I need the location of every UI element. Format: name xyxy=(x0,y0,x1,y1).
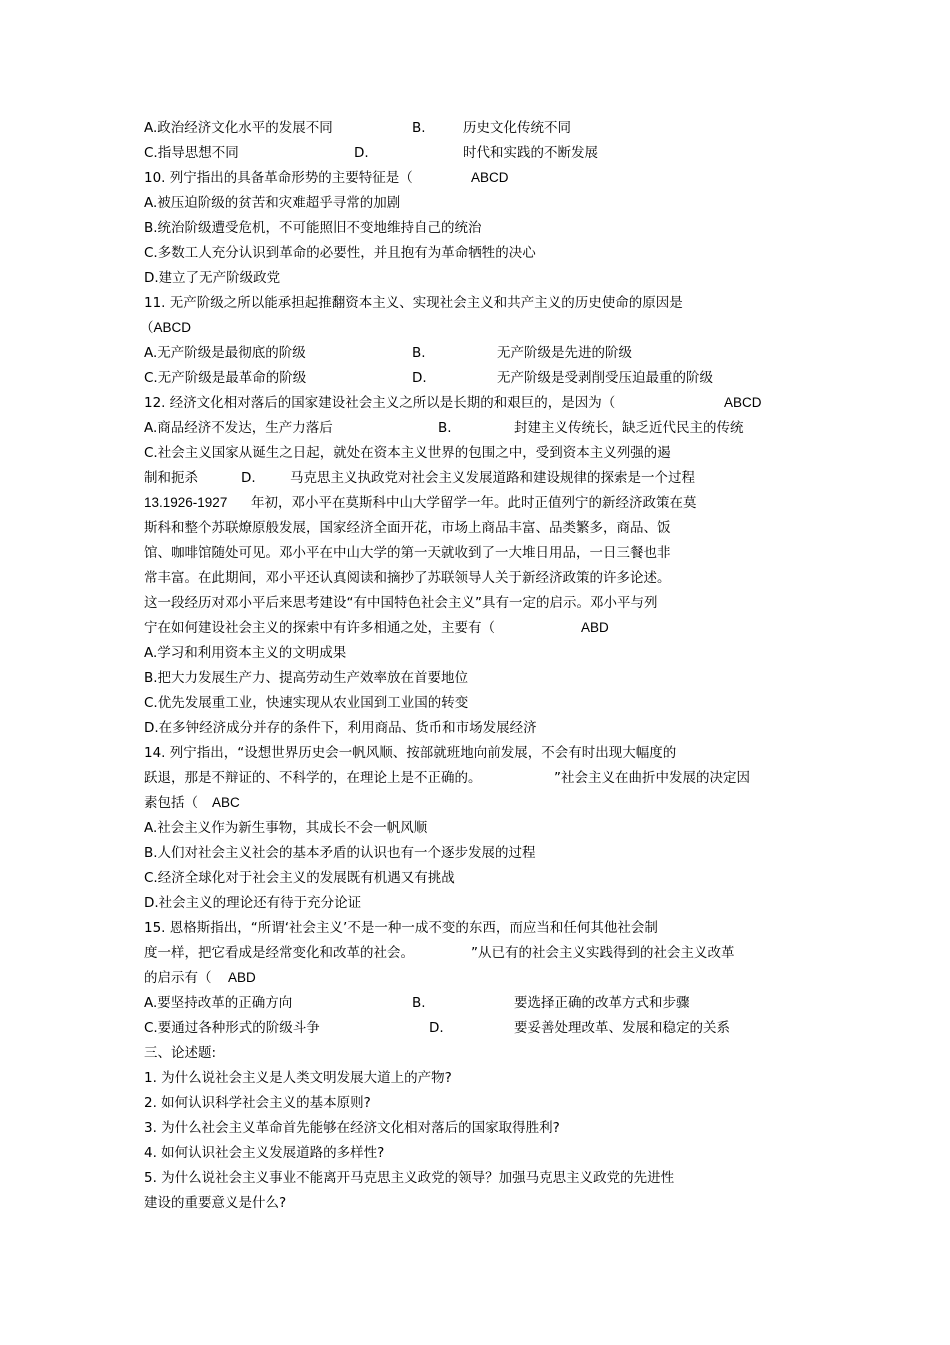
essay-question-3: 3. 为什么社会主义革命首先能够在经济文化相对落后的国家取得胜利? xyxy=(144,1120,560,1136)
q15-stem-line3: 的启示有（ xyxy=(144,970,212,986)
q10-stem: 10. 列宁指出的具备革命形势的主要特征是（ xyxy=(144,170,413,186)
q13-stem-line6: 宁在如何建设社会主义的探索中有许多相通之处，主要有（ xyxy=(144,620,495,636)
q13-stem-line5: 这一段经历对邓小平后来思考建设“有中国特色社会主义”具有一定的启示。邓小平与列 xyxy=(144,595,658,611)
essay-question-4: 4. 如何认识社会主义发展道路的多样性? xyxy=(144,1145,385,1161)
q15-option-b-letter: B. xyxy=(412,995,426,1011)
q15-answer: ABD xyxy=(228,970,256,985)
q14-stem-line2b: ”社会主义在曲折中发展的决定因 xyxy=(554,770,750,786)
q11-option-a: A.无产阶级是最彻底的阶级 xyxy=(144,345,306,361)
q10-answer: ABCD xyxy=(471,170,509,185)
q12-answer: ABCD xyxy=(724,395,762,410)
q12-option-c-line2: 制和扼杀 xyxy=(144,470,198,486)
q11-option-b-text: 无产阶级是先进的阶级 xyxy=(497,345,632,361)
q13-option-b: B.把大力发展生产力、提高劳动生产效率放在首要地位 xyxy=(144,670,469,686)
essay-question-5-line1: 5. 为什么说社会主义事业不能离开马克思主义政党的领导？加强马克思主义政党的先进性 xyxy=(144,1170,675,1186)
q14-answer: ABC xyxy=(212,795,240,810)
q11-option-c: C.无产阶级是最革命的阶级 xyxy=(144,370,307,386)
q13-option-a: A.学习和利用资本主义的文明成果 xyxy=(144,645,347,661)
q13-number-year: 13.1926-1927 xyxy=(144,495,228,510)
q10-option-a: A.被压迫阶级的贫苦和灾难超乎寻常的加剧 xyxy=(144,195,401,211)
q14-stem-line2a: 跃退，那是不辩证的、不科学的，在理论上是不正确的。 xyxy=(144,770,482,786)
q15-option-b-text: 要选择正确的改革方式和步骤 xyxy=(514,995,690,1011)
q11-answer: （ABCD xyxy=(140,320,192,335)
q15-option-c: C.要通过各种形式的阶级斗争 xyxy=(144,1020,320,1036)
q13-option-d: D.在多钟经济成分并存的条件下，利用商品、货币和市场发展经济 xyxy=(144,720,537,736)
q14-stem-line1: 14. 列宁指出，“设想世界历史会一帆风顺、按部就班地向前发展，不会有时出现大幅度的 xyxy=(144,745,677,761)
q12-option-b-letter: B. xyxy=(438,420,452,436)
q13-stem-line2: 斯科和整个苏联燎原般发展，国家经济全面开花，市场上商品丰富、品类繁多，商品、饭 xyxy=(144,520,671,536)
q13-answer: ABD xyxy=(581,620,609,635)
q15-stem-line2a: 度一样，把它看成是经常变化和改革的社会。 xyxy=(144,945,414,961)
q13-option-c: C.优先发展重工业，快速实现从农业国到工业国的转变 xyxy=(144,695,469,711)
q10-option-c: C.多数工人充分认识到革命的必要性，并且抱有为革命牺牲的决心 xyxy=(144,245,536,261)
q11-option-d-text: 无产阶级是受剥削受压迫最重的阶级 xyxy=(497,370,713,386)
q12-option-a: A.商品经济不发达，生产力落后 xyxy=(144,420,333,436)
q11-option-d-letter: D. xyxy=(412,370,427,386)
q15-stem-line1: 15. 恩格斯指出，“所谓‘社会主义’不是一种一成不变的东西，而应当和任何其他社会制 xyxy=(144,920,658,936)
q15-option-a: A.要坚持改革的正确方向 xyxy=(144,995,293,1011)
q14-option-d: D.社会主义的理论还有待于充分论证 xyxy=(144,895,362,911)
q9-option-b-text: 历史文化传统不同 xyxy=(463,120,571,136)
q9-option-a: A.政治经济文化水平的发展不同 xyxy=(144,120,333,136)
q15-option-d-letter: D. xyxy=(429,1020,444,1036)
q15-option-d-text: 要妥善处理改革、发展和稳定的关系 xyxy=(514,1020,730,1036)
q11-stem: 11. 无产阶级之所以能承担起推翻资本主义、实现社会主义和共产主义的历史使命的原因是 xyxy=(144,295,683,311)
q14-option-c: C.经济全球化对于社会主义的发展既有机遇又有挑战 xyxy=(144,870,455,886)
q13-stem-line4: 常丰富。在此期间，邓小平还认真阅读和摘抄了苏联领导人关于新经济政策的许多论述。 xyxy=(144,570,671,586)
q11-option-b-letter: B. xyxy=(412,345,426,361)
essay-question-2: 2. 如何认识科学社会主义的基本原则? xyxy=(144,1095,371,1111)
section3-heading: 三、论述题: xyxy=(144,1045,217,1061)
q14-option-b: B.人们对社会主义社会的基本矛盾的认识也有一个逐步发展的过程 xyxy=(144,845,536,861)
q14-option-a: A.社会主义作为新生事物，其成长不会一帆风顺 xyxy=(144,820,428,836)
q14-stem-line3: 素包括（ xyxy=(144,795,198,811)
q12-option-b-text: 封建主义传统长，缺乏近代民主的传统 xyxy=(514,420,744,436)
q13-stem-line1: 年初，邓小平在莫斯科中山大学留学一年。此时正值列宁的新经济政策在莫 xyxy=(251,495,697,511)
essay-question-1: 1. 为什么说社会主义是人类文明发展大道上的产物? xyxy=(144,1070,452,1086)
essay-question-5-line2: 建设的重要意义是什么? xyxy=(144,1195,287,1211)
q9-option-c: C.指导思想不同 xyxy=(144,145,239,161)
q9-option-d-text: 时代和实践的不断发展 xyxy=(463,145,598,161)
q12-option-d-text: 马克思主义执政党对社会主义发展道路和建设规律的探索是一个过程 xyxy=(290,470,695,486)
q12-option-d-letter: D. xyxy=(241,470,256,486)
q13-stem-line3: 馆、咖啡馆随处可见。邓小平在中山大学的第一天就收到了一大堆日用品，一日三餐也非 xyxy=(144,545,671,561)
q9-option-d-letter: D. xyxy=(354,145,369,161)
q9-option-b-letter: B. xyxy=(412,120,426,136)
q12-stem: 12. 经济文化相对落后的国家建设社会主义之所以是长期的和艰巨的，是因为（ xyxy=(144,395,616,411)
q12-option-c-line1: C.社会主义国家从诞生之日起，就处在资本主义世界的包围之中，受到资本主义列强的遏 xyxy=(144,445,671,461)
q15-stem-line2b: ”从已有的社会主义实践得到的社会主义改革 xyxy=(471,945,735,961)
q10-option-b: B.统治阶级遭受危机，不可能照旧不变地维持自己的统治 xyxy=(144,220,482,236)
q10-option-d: D.建立了无产阶级政党 xyxy=(144,270,281,286)
